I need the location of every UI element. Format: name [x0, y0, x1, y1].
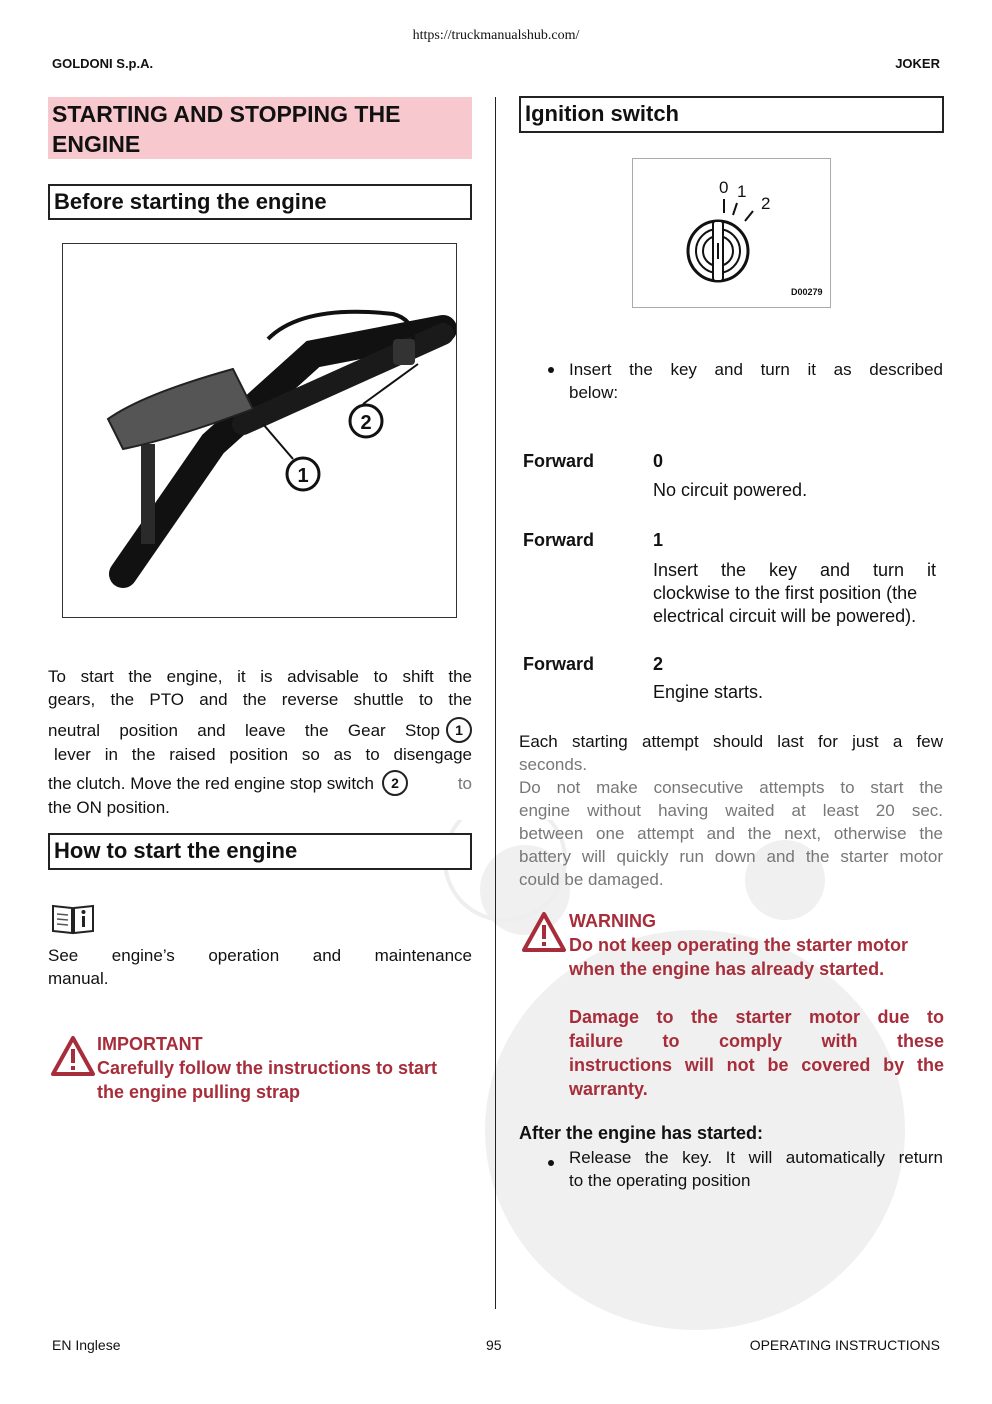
para-line: Do not make consecutive attempts to start the	[519, 778, 943, 797]
important-line: Carefully follow the instructions to start	[97, 1058, 438, 1078]
position-description	[653, 559, 936, 628]
position-label: Forward	[523, 530, 595, 550]
para-line: gears, the PTO and the reverse shuttle to the	[48, 690, 472, 709]
para-line: See engine’s operation and maintenance	[48, 946, 472, 965]
position-number: 1	[653, 530, 664, 550]
warning-line: Do not keep operating the starter motor	[569, 935, 909, 955]
warning-notice	[569, 909, 944, 1101]
important-notice	[97, 1032, 475, 1104]
insert-key-bullet	[569, 358, 943, 404]
see-manual-paragraph	[48, 944, 472, 990]
warning-line: warranty.	[569, 1079, 648, 1099]
para-line-with-icon	[48, 717, 472, 743]
section-title-line2: ENGINE	[52, 131, 141, 157]
para-line: Release the key. It will automatically return	[569, 1148, 943, 1167]
dial-position-0: 0	[719, 178, 729, 197]
position-description: Engine starts.	[653, 682, 764, 702]
section-title-line1: STARTING AND STOPPING THE	[52, 101, 401, 127]
footer-section: OPERATING INSTRUCTIONS	[749, 1337, 940, 1353]
before-starting-paragraph	[48, 665, 472, 819]
para-line: manual.	[48, 969, 109, 988]
para-line: could be damaged.	[519, 870, 664, 889]
para-line: below:	[569, 383, 619, 402]
handlebar-illustration	[63, 244, 456, 617]
warning-triangle-icon	[521, 911, 567, 953]
callout-1: 1	[297, 465, 309, 487]
para-line-with-icon	[48, 770, 472, 796]
para-line: Each starting attempt should last for just a few	[519, 732, 943, 751]
para-line: the ON position.	[48, 798, 170, 817]
position-label: Forward	[523, 654, 595, 674]
position-label: Forward	[523, 451, 595, 471]
position-number: 0	[653, 451, 664, 471]
position-description: No circuit powered.	[653, 480, 808, 500]
para-line: to	[457, 773, 472, 793]
para-line: clockwise to the first position (the	[653, 583, 918, 603]
para-line: Insert the key and turn it as described	[569, 360, 943, 379]
dial-position-1: 1	[737, 182, 747, 201]
callout-2: 2	[360, 412, 372, 434]
header-model: JOKER	[895, 56, 940, 71]
warning-line: when the engine has already started.	[569, 959, 885, 979]
para-line: Insert the key and turn it	[653, 560, 936, 580]
ignition-dial-illustration	[633, 159, 830, 307]
header-company: GOLDONI S.p.A.	[52, 56, 154, 71]
release-key-bullet	[569, 1146, 943, 1192]
source-url[interactable]: https://truckmanualshub.com/	[412, 28, 580, 43]
page-number: 95	[486, 1337, 502, 1353]
position-number: 2	[653, 654, 664, 674]
ignition-figure	[632, 158, 831, 308]
handlebar-figure	[62, 243, 457, 618]
figure-code: D00279	[791, 287, 823, 297]
warning-line: failure to comply with these	[569, 1031, 944, 1051]
starting-attempt-paragraph	[519, 730, 943, 891]
bullet-dot	[548, 1160, 554, 1166]
para-line: lever in the raised position so as to disengage	[54, 745, 472, 764]
warning-triangle-icon	[50, 1035, 96, 1077]
para-line: between one attempt and the next, otherwise the	[519, 824, 943, 843]
before-starting-heading: Before starting the engine	[48, 184, 472, 220]
para-line: to the operating position	[569, 1171, 751, 1190]
para-line: engine without having waited at least 20 sec.	[519, 801, 943, 820]
para-line: electrical circuit will be powered).	[653, 606, 917, 626]
para-line: battery will quickly run down and the starter motor	[519, 847, 943, 866]
callout-1-icon: 1	[446, 717, 472, 743]
warning-line: Damage to the starter motor due to	[569, 1007, 944, 1027]
ignition-switch-heading: Ignition switch	[519, 96, 944, 133]
para-line: To start the engine, it is advisable to shift the	[48, 667, 472, 686]
bullet-dot	[548, 367, 554, 373]
dial-position-2: 2	[761, 194, 771, 213]
section-title	[48, 97, 472, 159]
manual-book-icon	[50, 902, 96, 936]
important-line: the engine pulling strap	[97, 1082, 301, 1102]
footer-language: EN Inglese	[52, 1337, 121, 1353]
para-line: neutral position and leave the Gear Stop	[48, 720, 440, 740]
column-divider	[495, 97, 496, 1309]
para-line: seconds.	[519, 755, 588, 774]
para-line: the clutch. Move the red engine stop switch	[48, 773, 375, 793]
how-to-start-heading: How to start the engine	[48, 833, 472, 870]
important-heading: IMPORTANT	[97, 1034, 203, 1054]
callout-2-icon: 2	[382, 770, 408, 796]
warning-line: instructions will not be covered by the	[569, 1055, 944, 1075]
warning-heading: WARNING	[569, 911, 656, 931]
after-started-heading: After the engine has started:	[519, 1123, 764, 1143]
